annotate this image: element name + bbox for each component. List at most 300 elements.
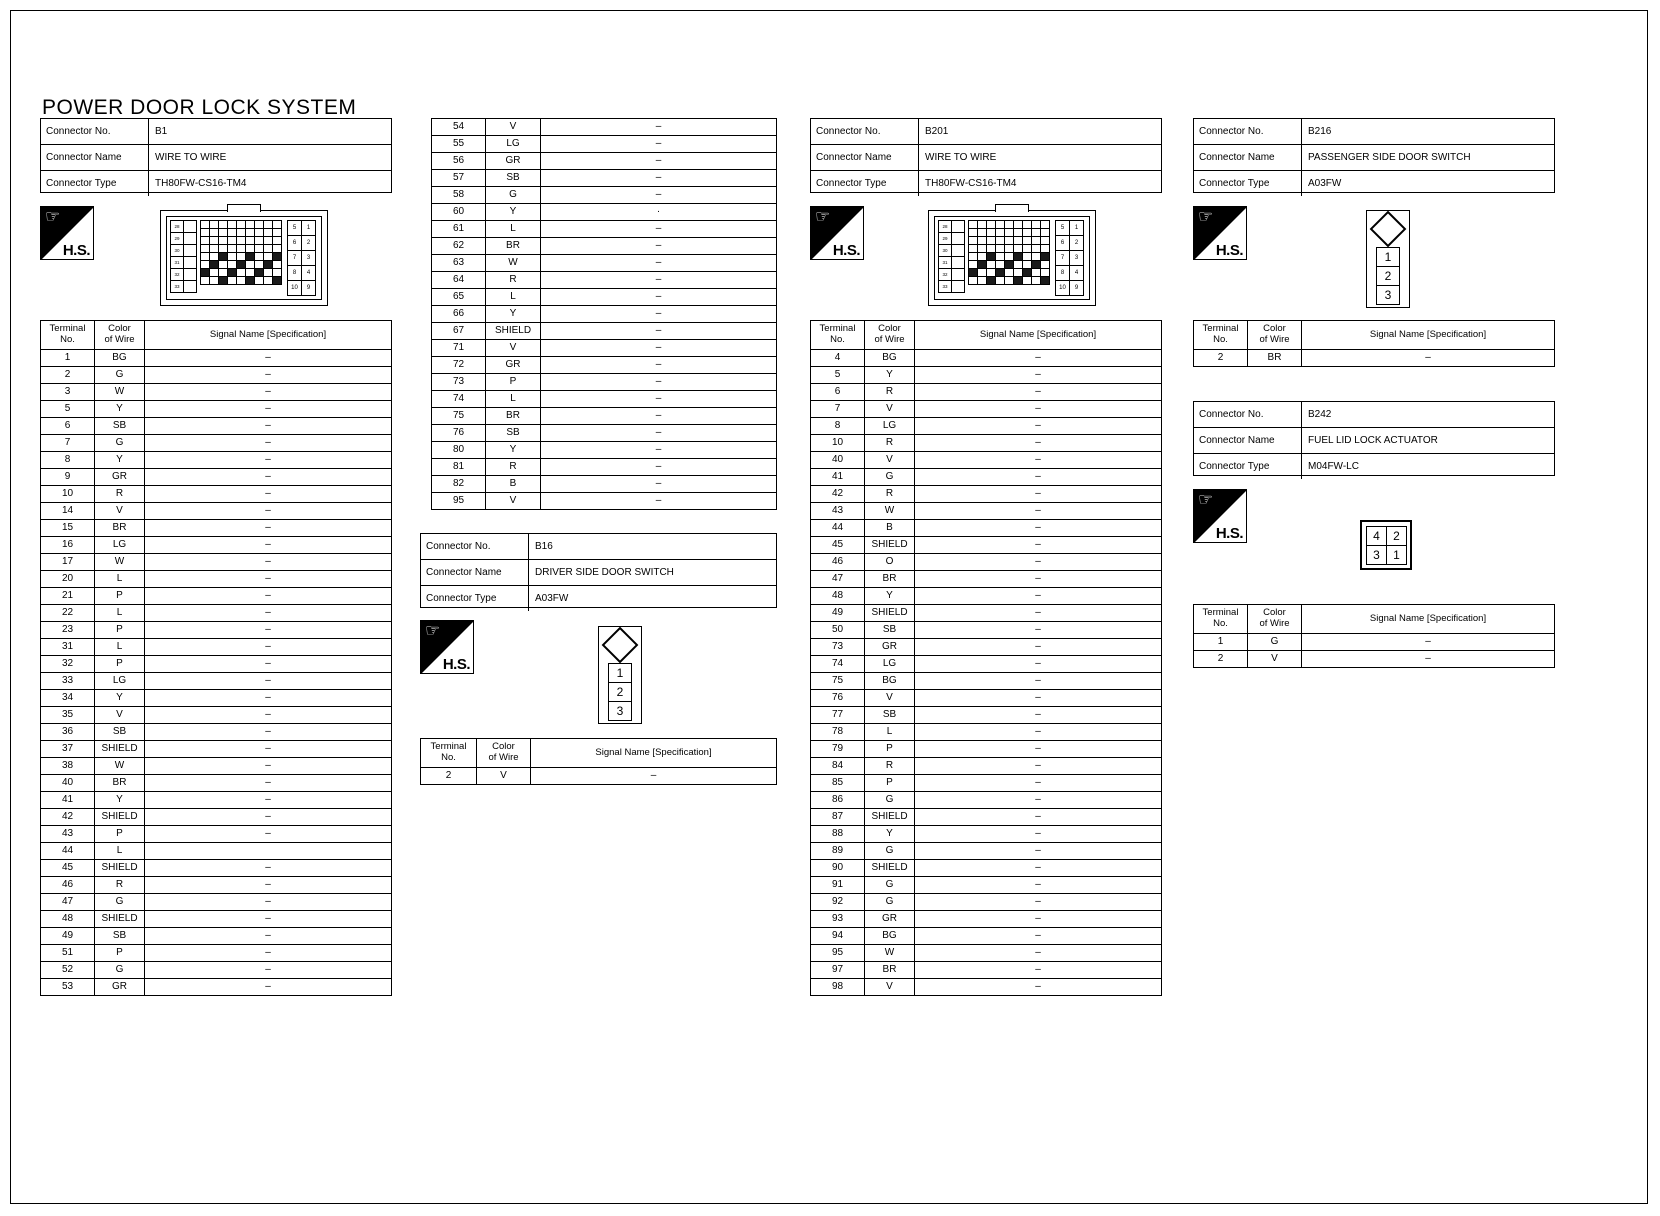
wire-color-cell: R [95,486,145,503]
table-row [811,928,1162,945]
pin-cell: 30 [938,244,952,257]
connector-no-row [421,534,776,560]
signal-name-cell: – [915,656,1162,673]
signal-name-cell: – [145,588,392,605]
signal-name-cell: – [915,928,1162,945]
signal-name-cell: – [915,384,1162,401]
table-row [811,571,1162,588]
terminal-no-cell: 94 [811,928,865,945]
wire-color-cell: W [486,255,541,272]
terminal-no-cell: 16 [41,537,95,554]
connector-type-row [41,171,391,196]
wire-color-cell: Y [865,826,915,843]
terminal-no-cell: 97 [811,962,865,979]
wire-color-cell: V [865,452,915,469]
hand-icon: ☞ [815,207,831,226]
connector-no-label: Connector No. [1194,402,1302,427]
wire-color-cell: Y [95,690,145,707]
terminal-no-cell: 73 [811,639,865,656]
wire-color-cell: SHIELD [95,809,145,826]
table-row [811,605,1162,622]
wire-color-cell: V [865,690,915,707]
terminal-no-cell: 55 [432,136,486,153]
signal-name-cell: – [145,690,392,707]
terminal-no-cell: 44 [811,520,865,537]
signal-name-cell: – [145,707,392,724]
signal-name-cell: – [915,673,1162,690]
wire-color-cell: BG [865,350,915,367]
table-row [432,306,777,323]
terminal-no-cell: 1 [41,350,95,367]
table-row [1194,651,1555,668]
table-row [811,979,1162,996]
wire-color-cell: LG [95,673,145,690]
signal-name-cell: – [145,673,392,690]
terminal-no-cell: 37 [41,741,95,758]
wire-color-cell: R [865,435,915,452]
signal-name-cell: – [145,469,392,486]
signal-name-cell: – [541,221,777,238]
signal-name-cell: – [915,537,1162,554]
signal-name-cell: – [541,289,777,306]
wire-color-cell: P [95,945,145,962]
wire-color-cell: L [95,605,145,622]
table-row [41,605,392,622]
connector-type-value: M04FW-LC [1308,461,1359,472]
terminal-no-cell: 45 [811,537,865,554]
table-row [432,391,777,408]
pin-cell [951,280,965,293]
terminal-no-cell: 50 [811,622,865,639]
terminal-no-cell: 86 [811,792,865,809]
signal-name-cell: – [541,119,777,136]
connector-type-row [1194,454,1554,479]
terminal-no-cell: 20 [41,571,95,588]
signal-name-cell: – [915,826,1162,843]
wire-color-cell: L [486,289,541,306]
table-row [811,656,1162,673]
wire-color-cell: V [486,340,541,357]
terminal-no-cell: 92 [811,894,865,911]
terminal-no-cell: 66 [432,306,486,323]
wire-color-cell: R [486,459,541,476]
table-row [41,860,392,877]
wire-color-cell: BR [95,775,145,792]
table-row [41,826,392,843]
terminal-no-cell: 40 [811,452,865,469]
terminal-no-cell: 31 [41,639,95,656]
terminal-table-b242 [1193,604,1555,668]
terminal-no-cell: 35 [41,707,95,724]
terminal-no-cell: 2 [41,367,95,384]
wire-color-cell: R [865,384,915,401]
wire-color-cell: W [95,554,145,571]
col-color-of-wire: Color of Wire [865,321,915,350]
pin-cell: 5 [1055,220,1070,236]
signal-name-cell: – [541,306,777,323]
terminal-no-cell: 76 [811,690,865,707]
col-signal-name: Signal Name [Specification] [531,739,777,768]
signal-name-cell: – [145,809,392,826]
pin-cell: 32 [938,268,952,281]
wire-color-cell: BG [865,928,915,945]
table-row [41,418,392,435]
signal-name-cell: – [915,367,1162,384]
col-terminal-no: Terminal No. [421,739,477,768]
pin-block-right [287,220,315,299]
hs-label: H.S. [1215,242,1243,259]
signal-name-cell: – [541,136,777,153]
table-row [432,442,777,459]
connector-face-b16 [598,626,642,724]
wire-color-cell: P [486,374,541,391]
connector-type-row [421,586,776,611]
pin-cell: 7 [1055,250,1070,266]
signal-name-cell: – [541,459,777,476]
table-row [41,384,392,401]
signal-name-cell: – [145,775,392,792]
table-row [432,374,777,391]
connector-no-row [1194,402,1554,428]
connector-name-label: Connector Name [1194,428,1302,453]
pin-cell [272,276,282,285]
wire-color-cell: SB [486,425,541,442]
terminal-no-cell: 15 [41,520,95,537]
signal-name-cell: – [145,622,392,639]
signal-name-cell: – [915,724,1162,741]
terminal-no-cell: 95 [432,493,486,510]
connector-header-b242 [1193,401,1555,476]
signal-name-cell: – [915,945,1162,962]
connector-face-b1 [160,210,328,306]
connector-name-row [1194,428,1554,454]
signal-name-cell: – [541,323,777,340]
pin-cell: 8 [1055,265,1070,281]
pin-diamond [1370,211,1407,248]
wire-color-cell: Y [486,204,541,221]
pin-block-left [938,220,964,299]
wire-color-cell: G [1248,634,1302,651]
connector-no-row [1194,119,1554,145]
terminal-no-cell: 65 [432,289,486,306]
pin-block-middle [200,220,281,299]
wire-color-cell: GR [95,469,145,486]
pin-cell: 1 [608,663,632,683]
terminal-no-cell: 48 [41,911,95,928]
table-row [811,384,1162,401]
terminal-no-cell: 91 [811,877,865,894]
signal-name-cell: – [145,945,392,962]
wire-color-cell: LG [486,136,541,153]
col-signal-name: Signal Name [Specification] [1302,605,1555,634]
signal-name-cell: – [915,520,1162,537]
wire-color-cell: P [95,588,145,605]
terminal-table-b201 [810,320,1162,996]
table-row [811,350,1162,367]
terminal-no-cell: 73 [432,374,486,391]
hs-label: H.S. [442,656,470,673]
pin-cell: 2 [1069,235,1084,251]
signal-name-cell: – [915,605,1162,622]
terminal-no-cell: 90 [811,860,865,877]
table-row [41,639,392,656]
signal-name-cell: – [145,724,392,741]
table-row [811,843,1162,860]
terminal-no-cell: 41 [811,469,865,486]
pin-cell: 5 [287,220,302,236]
wire-color-cell: V [1248,651,1302,668]
wire-color-cell: V [486,119,541,136]
connector-no-value: B201 [925,126,949,137]
table-row [41,367,392,384]
wire-color-cell: V [865,401,915,418]
terminal-no-cell: 32 [41,656,95,673]
signal-name-cell: – [541,153,777,170]
terminal-no-cell: 9 [41,469,95,486]
pin-cell: 32 [170,268,184,281]
signal-name-cell: – [915,469,1162,486]
col-terminal-no: Terminal No. [1194,321,1248,350]
signal-name-cell: – [145,639,392,656]
pin-cell: 4 [301,265,316,281]
terminal-no-cell: 46 [811,554,865,571]
wire-color-cell: SHIELD [486,323,541,340]
signal-name-cell: – [145,741,392,758]
terminal-no-cell: 47 [811,571,865,588]
wire-color-cell: V [865,979,915,996]
terminal-no-cell: 17 [41,554,95,571]
wire-color-cell: O [865,554,915,571]
wire-color-cell: LG [865,656,915,673]
wire-color-cell: G [486,187,541,204]
wire-color-cell: G [95,435,145,452]
signal-name-cell: – [541,272,777,289]
connector-no-value: B216 [1308,126,1332,137]
terminal-no-cell: 8 [811,418,865,435]
signal-name-cell: – [145,792,392,809]
signal-name-cell: – [541,340,777,357]
wire-color-cell: L [486,391,541,408]
table-row [41,401,392,418]
table-row [432,170,777,187]
connector-no-label: Connector No. [1194,119,1302,144]
table-row [41,792,392,809]
pin-row [1366,526,1406,545]
col-signal-name: Signal Name [Specification] [145,321,392,350]
page-title: POWER DOOR LOCK SYSTEM [42,96,357,119]
table-row [811,554,1162,571]
connector-name-row [41,145,391,171]
pin-cell: 6 [287,235,302,251]
wire-color-cell: Y [486,442,541,459]
terminal-table-b1 [40,320,392,996]
terminal-no-cell: 46 [41,877,95,894]
connector-name-value: FUEL LID LOCK ACTUATOR [1308,435,1438,446]
terminal-no-cell: 4 [811,350,865,367]
wire-color-cell: LG [95,537,145,554]
terminal-no-cell: 54 [432,119,486,136]
wire-color-cell: L [95,571,145,588]
terminal-no-cell: 40 [41,775,95,792]
connector-name-value: WIRE TO WIRE [925,152,997,163]
wire-color-cell: G [865,792,915,809]
table-row [811,435,1162,452]
signal-name-cell: – [915,554,1162,571]
col-color-of-wire: Color of Wire [95,321,145,350]
table-row [432,408,777,425]
col-terminal-no: Terminal No. [41,321,95,350]
connector-face-b216 [1366,210,1410,308]
connector-name-row [1194,145,1554,171]
wire-color-cell: BR [865,571,915,588]
table-row [41,809,392,826]
wire-color-cell: SHIELD [865,605,915,622]
terminal-no-cell: 71 [432,340,486,357]
terminal-table-b16 [420,738,777,785]
table-row [41,877,392,894]
signal-name-cell: – [915,486,1162,503]
table-row [41,775,392,792]
terminal-no-cell: 21 [41,588,95,605]
table-row [41,690,392,707]
pin-cell [1040,276,1050,285]
signal-name-cell: – [541,391,777,408]
terminal-no-cell: 7 [811,401,865,418]
connector-type-label: Connector Type [1194,171,1302,196]
signal-name-cell: – [145,418,392,435]
signal-name-cell: – [1302,634,1555,651]
signal-name-cell: – [541,374,777,391]
wire-color-cell: R [865,486,915,503]
terminal-no-cell: 6 [41,418,95,435]
wire-color-cell: P [95,656,145,673]
wire-color-cell: SHIELD [95,860,145,877]
pin-cell [183,280,197,293]
signal-name-cell: – [541,442,777,459]
connector-no-row [41,119,391,145]
table-row [811,469,1162,486]
wire-color-cell: GR [486,153,541,170]
col-terminal-no: Terminal No. [811,321,865,350]
pin-cell: 2 [608,682,632,702]
connector-type-row [1194,171,1554,196]
signal-name-cell: – [145,452,392,469]
connector-latch-tab [227,204,261,212]
terminal-no-cell: 62 [432,238,486,255]
connector-no-label: Connector No. [41,119,149,144]
connector-name-label: Connector Name [1194,145,1302,170]
table-row [811,401,1162,418]
wire-color-cell: V [95,707,145,724]
table-row [41,486,392,503]
connector-name-label: Connector Name [811,145,919,170]
wire-color-cell: BR [865,962,915,979]
table-row [811,418,1162,435]
wire-color-cell: R [486,272,541,289]
table-row [41,979,392,996]
wire-color-cell: L [486,221,541,238]
terminal-no-cell: 75 [811,673,865,690]
table-row [432,493,777,510]
table-row [41,537,392,554]
wire-color-cell: Y [486,306,541,323]
terminal-no-cell: 49 [41,928,95,945]
hand-icon: ☞ [425,621,441,640]
wire-color-cell: SB [486,170,541,187]
connector-latch-tab [995,204,1029,212]
signal-name-cell: – [145,401,392,418]
terminal-no-cell: 43 [41,826,95,843]
table-row [811,962,1162,979]
terminal-no-cell: 52 [41,962,95,979]
table-row [432,340,777,357]
harness-side-badge-b242 [1193,489,1247,543]
wire-color-cell: SB [95,724,145,741]
wire-color-cell: GR [865,639,915,656]
signal-name-cell: – [145,911,392,928]
signal-name-cell: – [915,962,1162,979]
connector-name-row [421,560,776,586]
pin-cell: 28 [170,220,184,233]
table-row [1194,350,1555,367]
connector-face-b201 [928,210,1096,306]
signal-name-cell: – [541,476,777,493]
wire-color-cell: G [95,962,145,979]
pin-cell: 2 [1386,526,1407,546]
table-row [432,238,777,255]
terminal-no-cell: 23 [41,622,95,639]
wire-color-cell: GR [95,979,145,996]
table-row [432,255,777,272]
terminal-no-cell: 57 [432,170,486,187]
hs-label: H.S. [1215,525,1243,542]
wire-color-cell: GR [865,911,915,928]
table-row [811,707,1162,724]
table-row [432,136,777,153]
pin-cell: 1 [1386,545,1407,565]
terminal-no-cell: 93 [811,911,865,928]
signal-name-cell: – [145,758,392,775]
connector-header-b1 [40,118,392,193]
connector-type-value: TH80FW-CS16-TM4 [925,178,1017,189]
terminal-no-cell: 85 [811,775,865,792]
terminal-no-cell: 42 [811,486,865,503]
pin-cell: 3 [1366,545,1387,565]
connector-name-row [811,145,1161,171]
hs-label: H.S. [832,242,860,259]
hs-label: H.S. [62,242,90,259]
connector-type-value: A03FW [535,593,569,604]
table-row [811,826,1162,843]
table-row [811,945,1162,962]
table-row [1194,634,1555,651]
wire-color-cell: GR [486,357,541,374]
signal-name-cell: – [541,357,777,374]
pin-cell: 10 [1055,280,1070,296]
table-row [41,945,392,962]
connector-type-label: Connector Type [421,586,529,611]
wire-color-cell: G [865,877,915,894]
terminal-no-cell: 41 [41,792,95,809]
pin-cell: 3 [301,250,316,266]
hand-icon: ☞ [45,207,61,226]
connector-header-b16 [420,533,777,608]
terminal-table-b1-continued [431,118,777,510]
terminal-no-cell: 51 [41,945,95,962]
table-row [41,911,392,928]
wire-color-cell: SHIELD [865,537,915,554]
signal-name-cell: – [145,860,392,877]
